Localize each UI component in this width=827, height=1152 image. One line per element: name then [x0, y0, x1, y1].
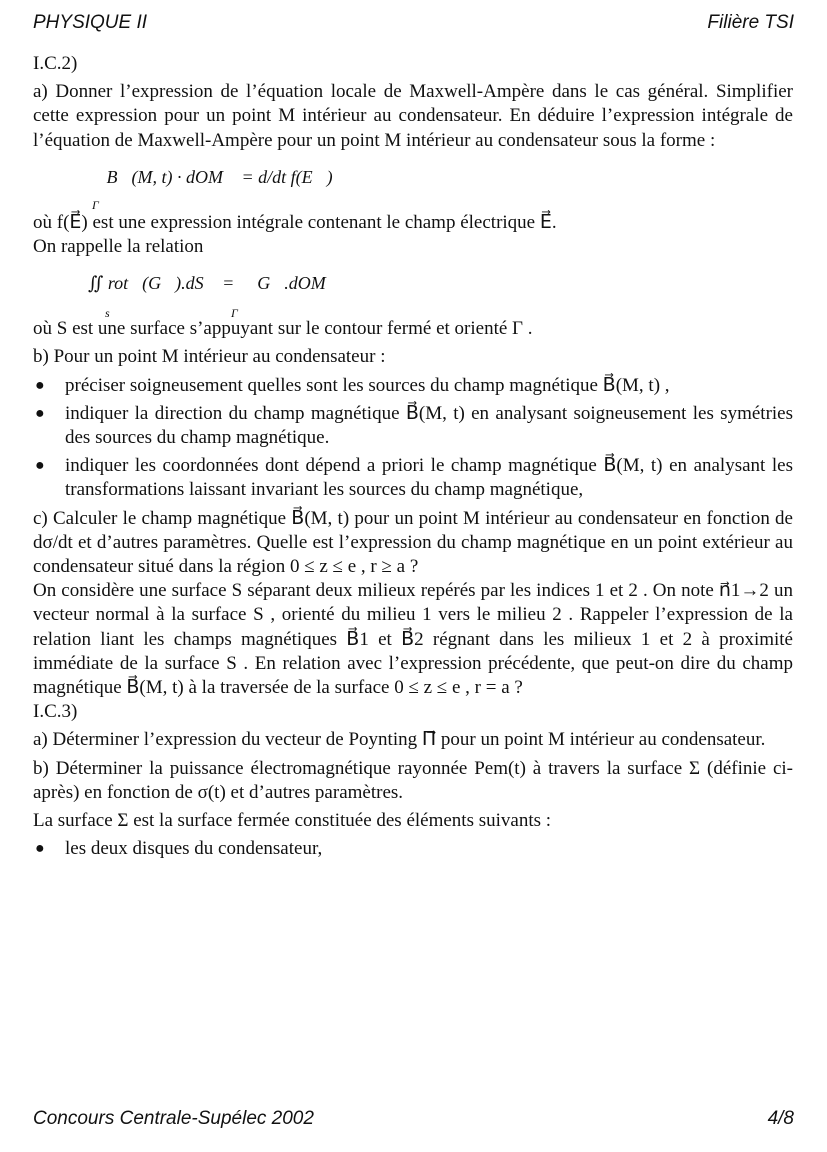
paragraph-where-s: où S est une surface s’appuyant sur le contour fermé et orienté Γ . [33, 318, 533, 340]
contour-subscript: Γ [92, 197, 99, 212]
bullet-icon: ● [35, 376, 45, 394]
bullet-text: préciser soigneusement quelles sont les sources du champ magnétique B⃗(M, t) , [65, 374, 670, 396]
paragraph-a: a) Donner l’expression de l’équation locale de Maxwell-Ampère dans le cas général. Simplifier cette expression pour un point M intérieur au condensateur. En déduire l’expression intégrale de l’équation de Maxwell-Ampère pour un point M intérieur au condensateur sous la forme : [33, 81, 793, 151]
bullet-item [33, 454, 793, 502]
bullet-text: indiquer les coordonnées dont dépend a priori le champ magnétique B⃗(M, t) en analysant les transformations laissant invariant les sources du champ magnétique, [65, 455, 793, 501]
page-body [33, 52, 793, 861]
surface-subscript: s [105, 306, 110, 321]
bullet-icon: ● [35, 404, 45, 422]
bullet-item [33, 837, 793, 861]
paragraph-a2: a) Déterminer l’expression du vecteur de Poynting Π⃗ pour un point M intérieur au condensateur. [33, 729, 766, 751]
equation-line: ∮ B⃗(M, t) · dOM⃗ = d/dt f(E⃗) [88, 166, 333, 187]
paragraph-c: c) Calculer le champ magnétique B⃗(M, t) pour un point M intérieur au condensateur en fonction de dσ/dt et d’autres paramètres. Quelle est l’expression du champ magnétique en un point extérieur au condensateur situé dans la région 0 ≤ z ≤ e , r ≥ a ? [33, 507, 793, 578]
bullet-text: indiquer la direction du champ magnétique B⃗(M, t) en analysant soigneusement les symétries des sources du champ magnétique. [65, 402, 793, 449]
paragraph-recall: On rappelle la relation [33, 236, 204, 258]
paragraph-b: b) Pour un point M intérieur au condensateur : [33, 346, 386, 368]
header-left: PHYSIQUE II [33, 12, 148, 33]
bullet-icon: ● [35, 840, 45, 858]
section-heading: I.C.3) [33, 701, 78, 723]
equation-line: ∬ rot⃗(G⃗).dS⃗ = ∮ G⃗.dOM⃗ [88, 273, 340, 294]
header-right: Filière TSI [707, 12, 794, 33]
paragraph-b2: b) Déterminer la puissance électromagnétique rayonnée Pem(t) à travers la surface Σ (définie ci-après) en fonction de σ(t) et d’autres paramètres. [33, 757, 793, 803]
paragraph-where-f: où f(E⃗) est une expression intégrale contenant le champ électrique E⃗. [33, 211, 557, 233]
bullet-icon: ● [35, 457, 45, 475]
bullet-item [33, 402, 793, 450]
equation-maxwell-ampere [33, 155, 793, 211]
bullet-item [33, 374, 793, 398]
bullet-text: les deux disques du condensateur, [65, 838, 323, 860]
equation-stokes [33, 261, 793, 321]
footer-right: 4/8 [767, 1108, 794, 1129]
footer-left: Concours Centrale-Supélec 2002 [33, 1108, 314, 1129]
paragraph-sigma: La surface Σ est la surface fermée constituée des éléments suivants : [33, 810, 552, 832]
contour-subscript: Γ [231, 306, 238, 321]
section-heading: I.C.2) [33, 53, 78, 74]
paragraph-surface: On considère une surface S séparant deux milieux repérés par les indices 1 et 2 . On note n⃗1→2 un vecteur normal à la surface S , orienté du milieu 1 vers le milieu 2 . Rappeler l’expression de la relation liant les champs magnétiques B⃗1 et B⃗2 régnant dans les milieux 1 et 2 à proximité immédiate de la surface S . En relation avec l’expression précédente, que peut-on dire du champ magnétique B⃗(M, t) à la traversée de la surface 0 ≤ z ≤ e , r = a ? [33, 580, 793, 699]
